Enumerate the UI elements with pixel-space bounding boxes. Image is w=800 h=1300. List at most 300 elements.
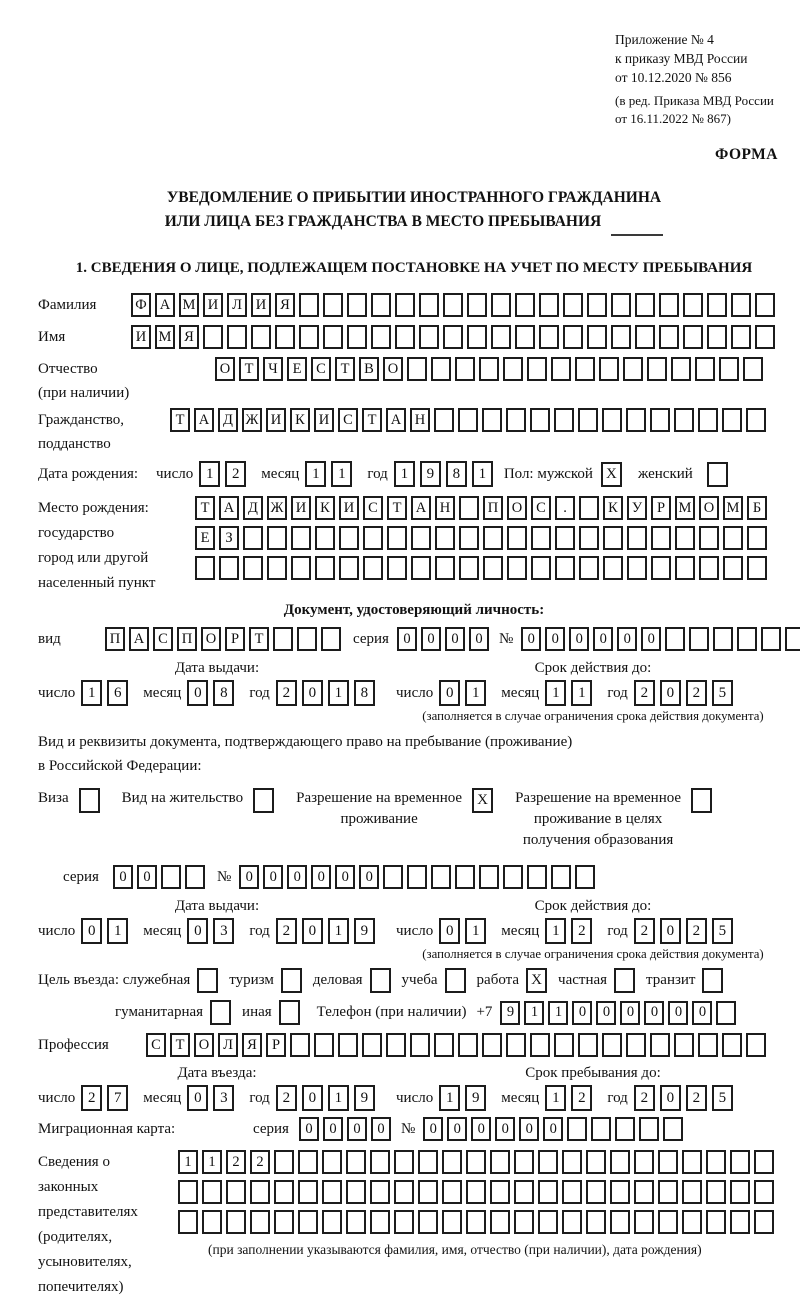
char-box[interactable] [195,556,215,580]
char-box[interactable] [527,865,547,889]
char-box[interactable] [699,556,719,580]
char-box[interactable] [490,1150,510,1174]
char-box[interactable]: И [203,293,223,317]
char-box[interactable] [611,325,631,349]
char-box[interactable]: 0 [439,680,460,706]
char-box[interactable]: 0 [572,1001,592,1025]
char-box[interactable]: 9 [420,461,441,487]
char-box[interactable]: 1 [305,461,326,487]
char-box[interactable]: Я [179,325,199,349]
char-box[interactable] [514,1180,534,1204]
char-box[interactable] [443,325,463,349]
char-box[interactable] [579,556,599,580]
char-box[interactable]: 0 [187,1085,208,1111]
char-box[interactable]: 5 [712,918,733,944]
char-box[interactable]: 0 [113,865,133,889]
char-box[interactable] [298,1150,318,1174]
char-box[interactable] [219,556,239,580]
char-box[interactable]: С [146,1033,166,1057]
char-box[interactable] [466,1180,486,1204]
char-box[interactable]: 1 [545,918,566,944]
char-box[interactable] [675,526,695,550]
char-box[interactable]: В [359,357,379,381]
char-box[interactable] [274,1210,294,1234]
char-box[interactable] [503,865,523,889]
char-box[interactable]: О [194,1033,214,1057]
char-box[interactable] [323,293,343,317]
char-box[interactable]: 2 [276,680,297,706]
char-box[interactable] [418,1210,438,1234]
char-box[interactable]: О [215,357,235,381]
char-box[interactable] [615,1117,635,1141]
char-box[interactable] [634,1210,654,1234]
char-box[interactable] [731,293,751,317]
char-box[interactable] [659,325,679,349]
char-box[interactable] [410,1033,430,1057]
char-box[interactable] [658,1180,678,1204]
char-box[interactable] [203,325,223,349]
char-box[interactable] [602,408,622,432]
char-box[interactable] [713,627,733,651]
char-box[interactable]: Д [218,408,238,432]
char-box[interactable] [754,1210,774,1234]
char-box[interactable] [411,556,431,580]
char-box[interactable]: Т [170,408,190,432]
char-box[interactable] [575,865,595,889]
char-box[interactable] [530,1033,550,1057]
char-box[interactable]: У [627,496,647,520]
char-box[interactable] [706,1180,726,1204]
char-box[interactable] [707,293,727,317]
char-box[interactable] [578,1033,598,1057]
char-box[interactable] [755,293,775,317]
char-box[interactable] [506,408,526,432]
char-box[interactable]: Б [747,496,767,520]
visa-checkbox[interactable] [79,788,100,813]
char-box[interactable]: Т [249,627,269,651]
char-box[interactable]: 0 [660,918,681,944]
char-box[interactable] [479,865,499,889]
char-box[interactable] [435,556,455,580]
char-box[interactable] [370,1180,390,1204]
char-box[interactable] [531,556,551,580]
char-box[interactable] [347,325,367,349]
char-box[interactable] [506,1033,526,1057]
char-box[interactable] [539,325,559,349]
temp-residence-education-checkbox[interactable] [691,788,712,813]
sex-female-checkbox[interactable] [707,462,728,487]
char-box[interactable]: 0 [302,918,323,944]
char-box[interactable]: 2 [686,1085,707,1111]
char-box[interactable] [602,1033,622,1057]
char-box[interactable] [651,556,671,580]
char-box[interactable] [323,325,343,349]
char-box[interactable]: 6 [107,680,128,706]
char-box[interactable]: 2 [250,1150,270,1174]
char-box[interactable] [363,526,383,550]
char-box[interactable] [743,357,763,381]
char-box[interactable]: 5 [712,680,733,706]
char-box[interactable]: 1 [439,1085,460,1111]
char-box[interactable]: А [194,408,214,432]
char-box[interactable]: М [675,496,695,520]
char-box[interactable] [386,1033,406,1057]
char-box[interactable] [514,1210,534,1234]
char-box[interactable] [370,1150,390,1174]
char-box[interactable] [647,357,667,381]
char-box[interactable] [719,357,739,381]
char-box[interactable]: Р [225,627,245,651]
char-box[interactable]: С [531,496,551,520]
char-box[interactable] [298,1180,318,1204]
char-box[interactable] [315,526,335,550]
char-box[interactable] [650,408,670,432]
char-box[interactable] [659,293,679,317]
char-box[interactable]: 1 [571,680,592,706]
char-box[interactable] [291,556,311,580]
char-box[interactable]: О [699,496,719,520]
char-box[interactable]: Л [218,1033,238,1057]
char-box[interactable] [599,357,619,381]
char-box[interactable] [407,357,427,381]
char-box[interactable]: 0 [569,627,589,651]
char-box[interactable] [161,865,181,889]
char-box[interactable]: 0 [397,627,417,651]
char-box[interactable] [567,1117,587,1141]
char-box[interactable]: 0 [187,680,208,706]
char-box[interactable] [227,325,247,349]
char-box[interactable] [627,526,647,550]
char-box[interactable]: П [105,627,125,651]
char-box[interactable] [682,1180,702,1204]
char-box[interactable]: Н [410,408,430,432]
char-box[interactable]: 2 [276,918,297,944]
purpose-private-checkbox[interactable] [614,968,635,993]
char-box[interactable]: 1 [202,1150,222,1174]
char-box[interactable]: . [555,496,575,520]
char-box[interactable]: Т [239,357,259,381]
char-box[interactable]: Ж [242,408,262,432]
char-box[interactable] [442,1210,462,1234]
char-box[interactable] [459,556,479,580]
char-box[interactable]: М [723,496,743,520]
char-box[interactable]: 1 [331,461,352,487]
char-box[interactable] [586,1180,606,1204]
char-box[interactable]: 2 [634,680,655,706]
char-box[interactable] [251,325,271,349]
char-box[interactable] [443,293,463,317]
char-box[interactable] [689,627,709,651]
char-box[interactable] [243,526,263,550]
char-box[interactable] [674,1033,694,1057]
char-box[interactable] [467,325,487,349]
char-box[interactable] [321,627,341,651]
purpose-official-checkbox[interactable] [197,968,218,993]
purpose-work-checkbox[interactable]: X [526,968,547,993]
char-box[interactable] [635,293,655,317]
char-box[interactable] [579,496,599,520]
char-box[interactable]: 0 [668,1001,688,1025]
char-box[interactable] [530,408,550,432]
char-box[interactable] [755,325,775,349]
char-box[interactable] [291,526,311,550]
char-box[interactable]: 7 [107,1085,128,1111]
char-box[interactable]: Ж [267,496,287,520]
char-box[interactable] [682,1150,702,1174]
char-box[interactable]: 0 [371,1117,391,1141]
char-box[interactable] [274,1150,294,1174]
char-box[interactable]: А [386,408,406,432]
char-box[interactable] [551,357,571,381]
char-box[interactable]: С [153,627,173,651]
char-box[interactable]: 0 [641,627,661,651]
char-box[interactable] [346,1150,366,1174]
char-box[interactable] [459,526,479,550]
char-box[interactable]: 3 [213,1085,234,1111]
purpose-transit-checkbox[interactable] [702,968,723,993]
char-box[interactable] [185,865,205,889]
char-box[interactable] [483,526,503,550]
char-box[interactable] [730,1210,750,1234]
char-box[interactable]: М [179,293,199,317]
char-box[interactable] [458,1033,478,1057]
char-box[interactable]: Я [275,293,295,317]
char-box[interactable]: 0 [81,918,102,944]
char-box[interactable]: И [266,408,286,432]
char-box[interactable] [586,1210,606,1234]
char-box[interactable] [395,293,415,317]
char-box[interactable] [275,325,295,349]
char-box[interactable] [554,1033,574,1057]
char-box[interactable]: 0 [692,1001,712,1025]
char-box[interactable] [338,1033,358,1057]
char-box[interactable] [746,408,766,432]
char-box[interactable]: 0 [137,865,157,889]
char-box[interactable]: Т [387,496,407,520]
char-box[interactable]: А [129,627,149,651]
char-box[interactable] [761,627,781,651]
char-box[interactable]: К [603,496,623,520]
char-box[interactable]: 1 [545,680,566,706]
char-box[interactable]: А [219,496,239,520]
char-box[interactable] [603,526,623,550]
char-box[interactable] [683,293,703,317]
char-box[interactable]: О [383,357,403,381]
char-box[interactable] [674,408,694,432]
char-box[interactable] [730,1180,750,1204]
char-box[interactable] [579,526,599,550]
char-box[interactable]: М [155,325,175,349]
char-box[interactable] [370,1210,390,1234]
char-box[interactable]: 0 [239,865,259,889]
char-box[interactable]: Д [243,496,263,520]
char-box[interactable]: И [251,293,271,317]
char-box[interactable]: П [483,496,503,520]
char-box[interactable] [562,1150,582,1174]
char-box[interactable]: 0 [187,918,208,944]
char-box[interactable]: 9 [354,1085,375,1111]
char-box[interactable]: 2 [686,918,707,944]
char-box[interactable] [362,1033,382,1057]
char-box[interactable] [731,325,751,349]
form-number-blank[interactable] [611,210,663,236]
char-box[interactable] [418,1150,438,1174]
char-box[interactable] [383,865,403,889]
char-box[interactable]: 0 [302,1085,323,1111]
char-box[interactable] [515,325,535,349]
char-box[interactable]: И [131,325,151,349]
char-box[interactable]: П [177,627,197,651]
char-box[interactable]: 0 [617,627,637,651]
char-box[interactable] [538,1210,558,1234]
char-box[interactable] [663,1117,683,1141]
char-box[interactable]: 0 [421,627,441,651]
char-box[interactable]: 0 [447,1117,467,1141]
char-box[interactable] [587,293,607,317]
char-box[interactable] [226,1180,246,1204]
char-box[interactable] [466,1210,486,1234]
char-box[interactable]: Е [195,526,215,550]
char-box[interactable]: И [314,408,334,432]
char-box[interactable]: 8 [354,680,375,706]
char-box[interactable]: К [315,496,335,520]
char-box[interactable] [479,357,499,381]
char-box[interactable] [651,526,671,550]
residence-permit-checkbox[interactable] [253,788,274,813]
char-box[interactable] [491,325,511,349]
char-box[interactable]: Т [170,1033,190,1057]
char-box[interactable]: 0 [439,918,460,944]
char-box[interactable]: 0 [660,680,681,706]
char-box[interactable] [274,1180,294,1204]
char-box[interactable] [555,556,575,580]
char-box[interactable] [538,1150,558,1174]
char-box[interactable] [434,1033,454,1057]
char-box[interactable]: Ч [263,357,283,381]
char-box[interactable] [347,293,367,317]
char-box[interactable] [514,1150,534,1174]
char-box[interactable] [706,1210,726,1234]
char-box[interactable] [665,627,685,651]
char-box[interactable]: Т [362,408,382,432]
purpose-study-checkbox[interactable] [445,968,466,993]
char-box[interactable]: 0 [620,1001,640,1025]
char-box[interactable]: Т [195,496,215,520]
char-box[interactable] [623,357,643,381]
char-box[interactable] [634,1180,654,1204]
char-box[interactable] [575,357,595,381]
char-box[interactable] [563,325,583,349]
char-box[interactable]: 9 [500,1001,520,1025]
char-box[interactable] [250,1210,270,1234]
char-box[interactable]: О [507,496,527,520]
char-box[interactable] [658,1210,678,1234]
char-box[interactable] [507,556,527,580]
char-box[interactable] [555,526,575,550]
char-box[interactable] [458,408,478,432]
char-box[interactable] [435,526,455,550]
char-box[interactable] [387,526,407,550]
char-box[interactable]: 1 [394,461,415,487]
char-box[interactable] [371,293,391,317]
char-box[interactable] [419,325,439,349]
char-box[interactable]: 5 [712,1085,733,1111]
char-box[interactable]: 0 [323,1117,343,1141]
purpose-other-checkbox[interactable] [279,1000,300,1025]
char-box[interactable] [722,1033,742,1057]
char-box[interactable]: 1 [178,1150,198,1174]
char-box[interactable] [611,293,631,317]
char-box[interactable]: 0 [644,1001,664,1025]
char-box[interactable] [467,293,487,317]
char-box[interactable] [515,293,535,317]
char-box[interactable] [587,325,607,349]
char-box[interactable] [442,1150,462,1174]
char-box[interactable] [371,325,391,349]
char-box[interactable] [698,1033,718,1057]
char-box[interactable] [639,1117,659,1141]
char-box[interactable] [490,1210,510,1234]
char-box[interactable]: 9 [465,1085,486,1111]
char-box[interactable] [442,1180,462,1204]
char-box[interactable] [754,1150,774,1174]
char-box[interactable] [531,526,551,550]
char-box[interactable]: 1 [328,918,349,944]
char-box[interactable]: 0 [311,865,331,889]
char-box[interactable] [695,357,715,381]
char-box[interactable] [634,1150,654,1174]
char-box[interactable]: Н [435,496,455,520]
char-box[interactable] [527,357,547,381]
char-box[interactable]: 0 [263,865,283,889]
char-box[interactable] [578,408,598,432]
char-box[interactable] [297,627,317,651]
char-box[interactable] [394,1150,414,1174]
char-box[interactable]: 0 [359,865,379,889]
char-box[interactable] [387,556,407,580]
char-box[interactable] [723,526,743,550]
char-box[interactable]: 1 [328,1085,349,1111]
char-box[interactable] [746,1033,766,1057]
char-box[interactable] [610,1180,630,1204]
char-box[interactable] [716,1001,736,1025]
char-box[interactable] [431,357,451,381]
char-box[interactable]: 1 [472,461,493,487]
char-box[interactable] [490,1180,510,1204]
char-box[interactable] [267,526,287,550]
char-box[interactable]: 1 [328,680,349,706]
char-box[interactable]: З [219,526,239,550]
char-box[interactable]: 2 [81,1085,102,1111]
purpose-business-checkbox[interactable] [370,968,391,993]
char-box[interactable]: А [411,496,431,520]
char-box[interactable]: 1 [524,1001,544,1025]
char-box[interactable] [707,325,727,349]
char-box[interactable]: 1 [465,918,486,944]
char-box[interactable] [671,357,691,381]
char-box[interactable] [363,556,383,580]
char-box[interactable] [603,556,623,580]
char-box[interactable] [698,408,718,432]
char-box[interactable]: 0 [347,1117,367,1141]
char-box[interactable] [610,1210,630,1234]
char-box[interactable] [395,325,415,349]
char-box[interactable]: С [311,357,331,381]
char-box[interactable]: 0 [471,1117,491,1141]
char-box[interactable]: И [291,496,311,520]
char-box[interactable]: 2 [571,1085,592,1111]
char-box[interactable]: 0 [519,1117,539,1141]
